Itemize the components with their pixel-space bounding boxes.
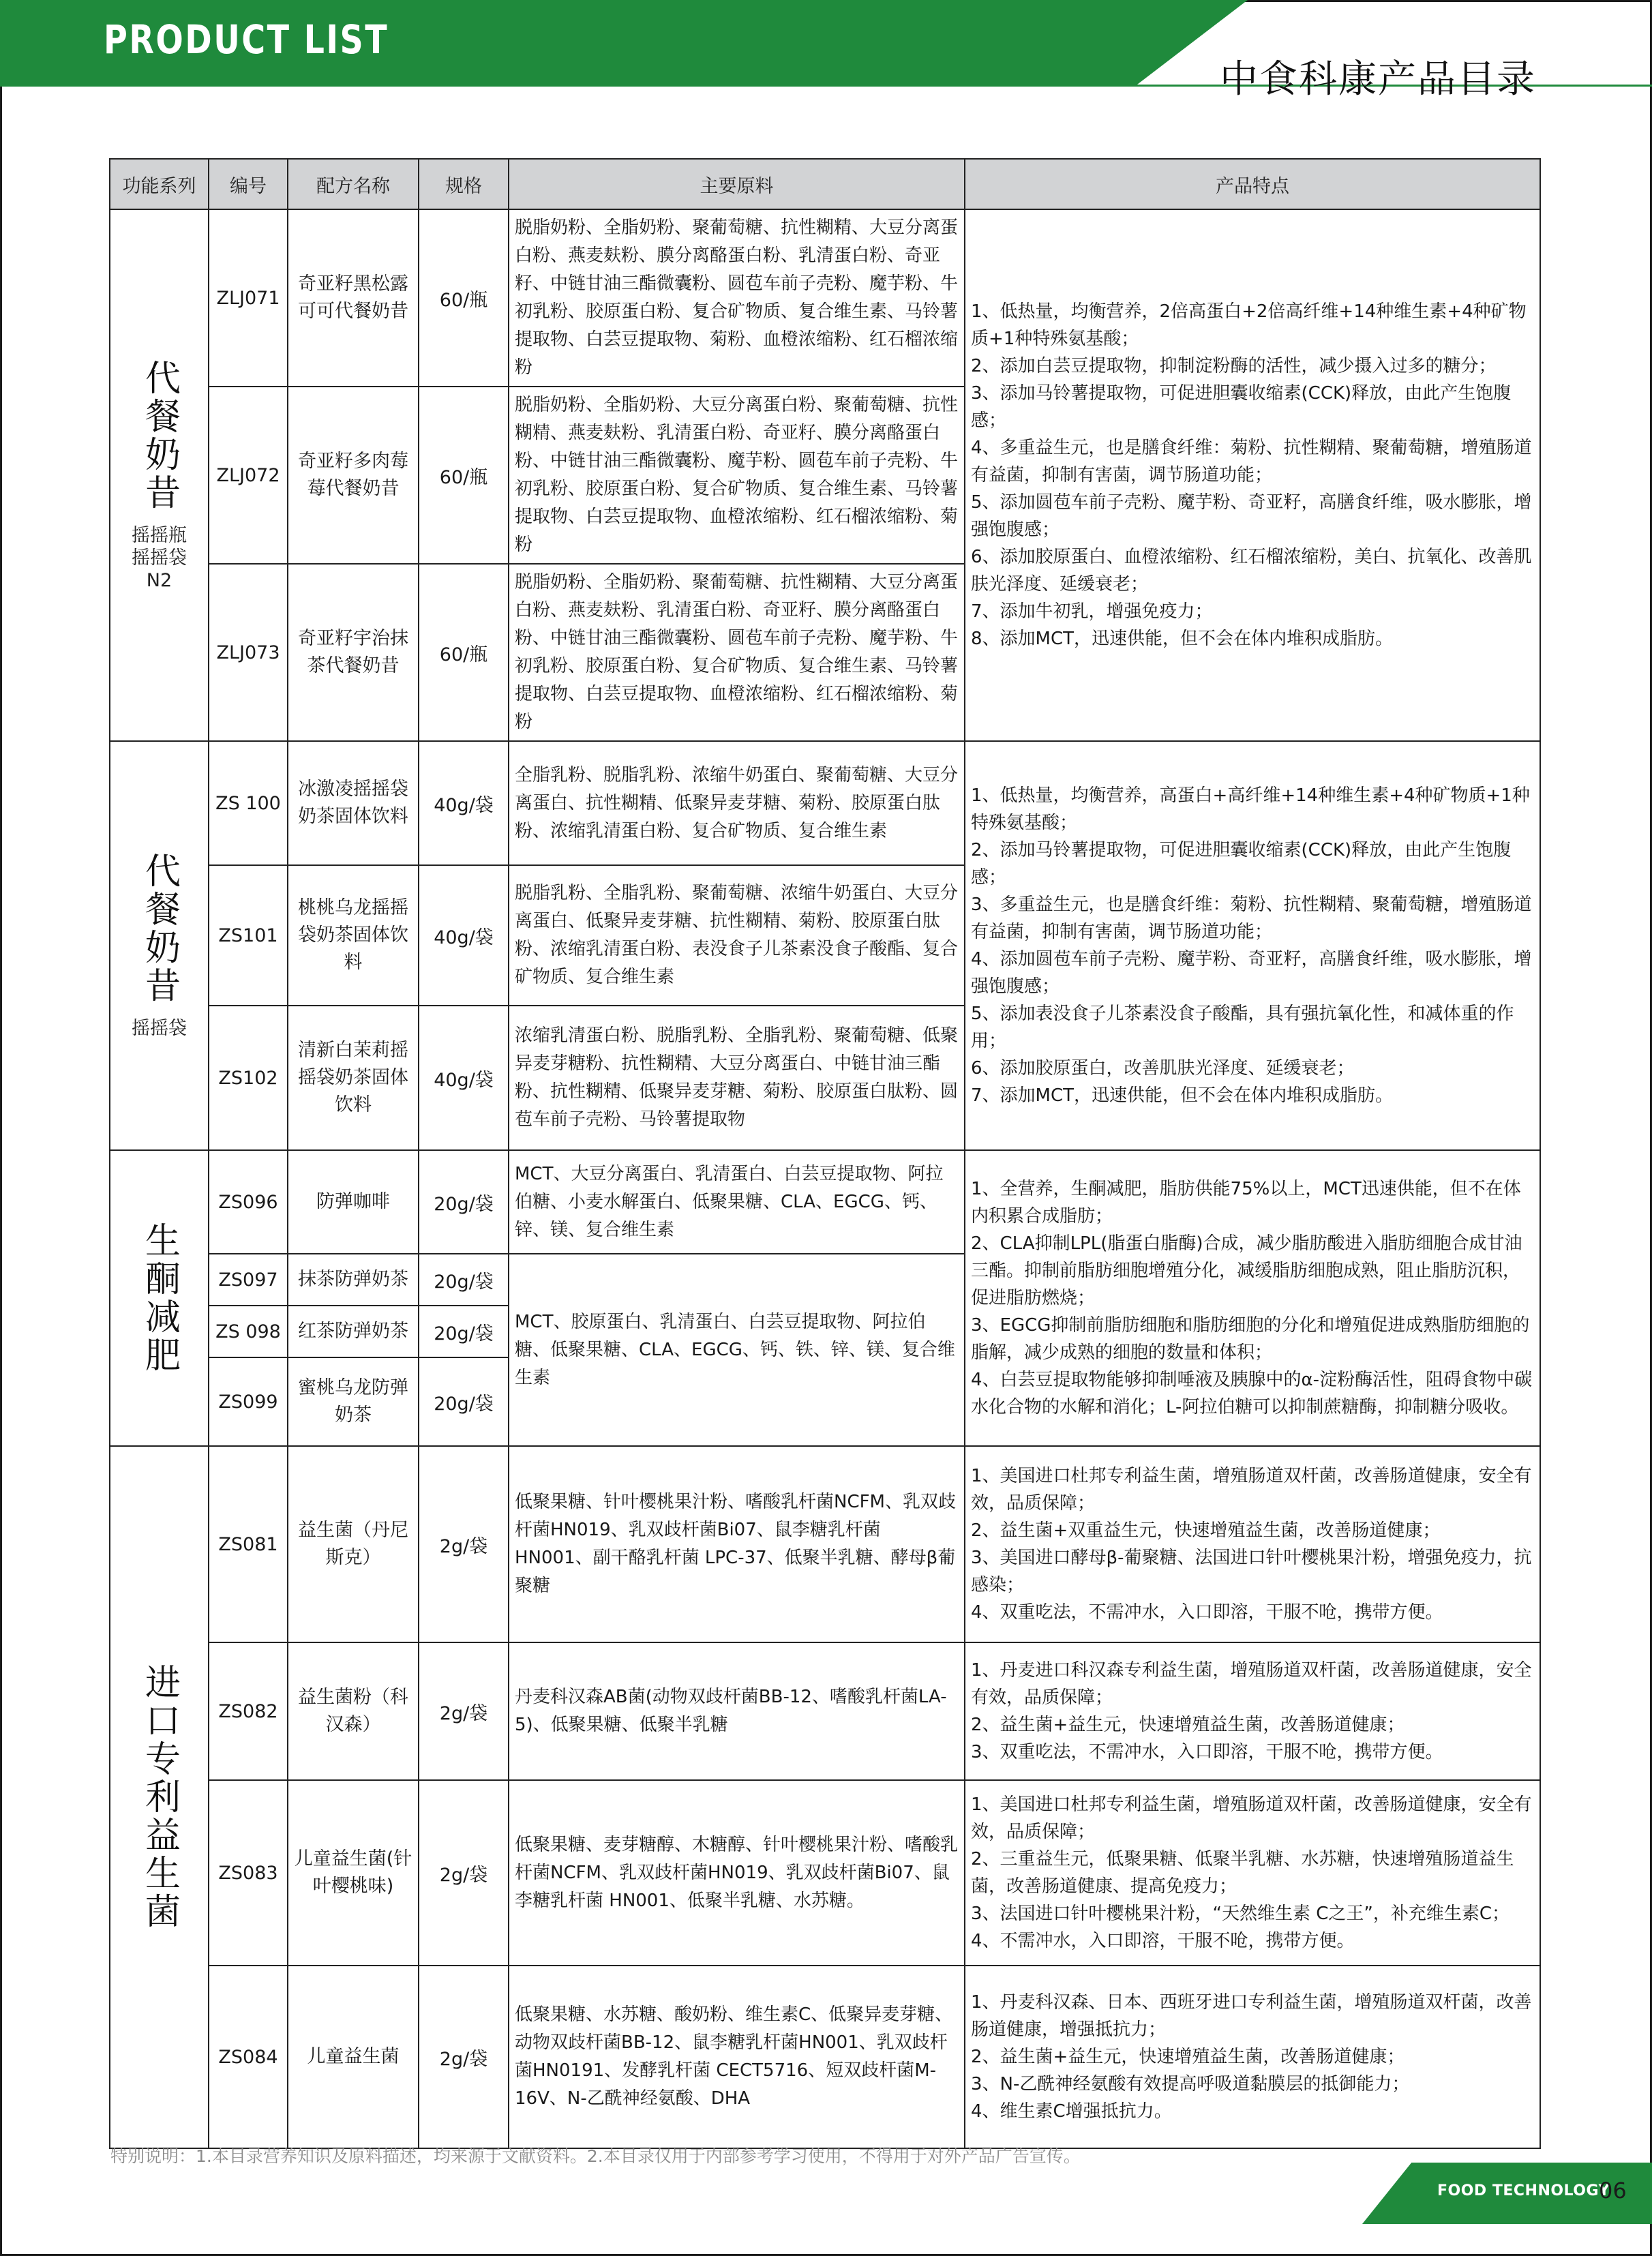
product-name: 益生菌（丹尼斯克）: [288, 1446, 419, 1642]
table-row: [110, 1150, 1540, 1254]
product-spec: 40g/袋: [419, 865, 509, 1006]
product-code: ZS097: [209, 1254, 288, 1306]
product-code: ZLJ071: [209, 209, 288, 387]
product-ingredients: 全脂乳粉、脱脂乳粉、浓缩牛奶蛋白、聚葡萄糖、大豆分离蛋白、抗性糊精、低聚异麦芽糖、菊粉、胶原蛋白肽粉、浓缩乳清蛋白粉、复合矿物质、复合维生素: [509, 741, 965, 865]
feature-line: 2、CLA抑制LPL(脂蛋白脂酶)合成，减少脂肪酸进入脂肪细胞合成甘油三酯。抑制前脂肪细胞增殖分化，减缓脂肪细胞成熟，阻止脂肪沉积，促进脂肪燃烧；: [971, 1233, 1522, 1308]
column-header-features: 产品特点: [965, 159, 1540, 209]
feature-line: 5、添加表没食子儿茶素没食子酸酯，具有强抗氧化性，和减体重的作用；: [971, 1004, 1514, 1051]
product-features: [965, 1966, 1540, 2148]
product-name: 儿童益生菌(针叶樱桃味): [288, 1780, 419, 1966]
footnote: 特别说明：1.本目录营养知识及原料描述，均来源于文献资料。2.本目录仅用于内部参考学习使用，不得用于对外产品广告宣传。: [110, 2146, 1081, 2166]
series-sub: 摇摇袋: [132, 547, 187, 569]
product-name: 儿童益生菌: [288, 1966, 419, 2148]
product-ingredients: 脱脂乳粉、全脂乳粉、聚葡萄糖、浓缩牛奶蛋白、大豆分离蛋白、低聚异麦芽糖、抗性糊精、菊粉、胶原蛋白肽粉、浓缩乳清蛋白粉、表没食子儿茶素没食子酸酯、复合矿物质、复合维生素: [509, 865, 965, 1006]
series-sub: 摇摇袋: [132, 1017, 187, 1039]
feature-line: 7、添加牛初乳，增强免疫力；: [971, 601, 1213, 622]
product-code: ZS081: [209, 1446, 288, 1642]
series-sub: N2: [146, 569, 172, 591]
table-row: [110, 1780, 1540, 1966]
feature-line: 6、添加胶原蛋白，改善肌肤光泽度、延缓衰老；: [971, 1058, 1355, 1079]
feature-line: 4、白芸豆提取物能够抑制唾液及胰腺中的α-淀粉酶活性，阻碍食物中碳水化合物的水解和消化；L-阿拉伯糖可以抑制蔗糖酶，抑制糖分吸收。: [971, 1370, 1533, 1417]
feature-line: 8、添加MCT，迅速供能，但不会在体内堆积成脂肪。: [971, 629, 1394, 649]
page-number: 06: [1599, 2178, 1627, 2204]
product-spec: 2g/袋: [419, 1780, 509, 1966]
product-code: ZS 098: [209, 1306, 288, 1357]
feature-line: 2、添加白芸豆提取物，抑制淀粉酶的活性，减少摄入过多的糖分；: [971, 356, 1497, 376]
product-code: ZS083: [209, 1780, 288, 1966]
product-ingredients: 低聚果糖、针叶樱桃果汁粉、嗜酸乳杆菌NCFM、乳双歧杆菌HN019、乳双歧杆菌Bi07、鼠李糖乳杆菌HN001、副干酪乳杆菌 LPC-37、低聚半乳糖、酵母β葡聚糖: [509, 1446, 965, 1642]
feature-line: 2、三重益生元，低聚果糖、低聚半乳糖、水苏糖，快速增殖肠道益生菌，改善肠道健康、提高免疫力；: [971, 1849, 1514, 1897]
product-spec: 60/瓶: [419, 387, 509, 564]
product-code: ZS084: [209, 1966, 288, 2148]
feature-line: 1、丹麦进口科汉森专利益生菌，增殖肠道双杆菌，改善肠道健康，安全有效，品质保障；: [971, 1660, 1532, 1708]
product-spec: 40g/袋: [419, 741, 509, 865]
product-spec: 20g/袋: [419, 1254, 509, 1306]
feature-line: 3、双重吃法，不需冲水，入口即溶，干服不呛，携带方便。: [971, 1742, 1443, 1762]
product-name: 清新白茉莉摇摇袋奶茶固体饮料: [288, 1006, 419, 1150]
series-sub: 摇摇瓶: [132, 524, 187, 546]
feature-line: 2、益生菌+双重益生元，快速增殖益生菌，改善肠道健康；: [971, 1520, 1441, 1541]
table-row: [110, 1642, 1540, 1780]
product-ingredients: MCT、大豆分离蛋白、乳清蛋白、白芸豆提取物、阿拉伯糖、小麦水解蛋白、低聚果糖、CLA、EGCG、钙、锌、镁、复合维生素: [509, 1150, 965, 1254]
product-name: 益生菌粉（科汉森）: [288, 1642, 419, 1780]
table-row: [110, 1446, 1540, 1642]
feature-line: 1、全营养，生酮减肥，脂肪供能75%以上，MCT迅速供能，但不在体内积累合成脂肪；: [971, 1179, 1521, 1227]
product-spec: 20g/袋: [419, 1357, 509, 1446]
product-ingredients: 脱脂奶粉、全脂奶粉、大豆分离蛋白粉、聚葡萄糖、抗性糊精、燕麦麸粉、乳清蛋白粉、奇亚籽、膜分离酪蛋白粉、中链甘油三酯微囊粉、魔芋粉、圆苞车前子壳粉、牛初乳粉、胶原蛋白粉、复合矿物质、复合维生素、马铃薯提取物、白芸豆提取物、血橙浓缩粉、红石榴浓缩粉、菊粉: [509, 387, 965, 564]
product-name: 红茶防弹奶茶: [288, 1306, 419, 1357]
feature-line: 1、低热量，均衡营养，2倍高蛋白+2倍高纤维+14种维生素+4种矿物质+1种特殊氨基酸；: [971, 301, 1527, 349]
product-code: ZS101: [209, 865, 288, 1006]
feature-line: 7、添加MCT，迅速供能，但不会在体内堆积成脂肪。: [971, 1085, 1394, 1106]
table-header-row: [110, 159, 1540, 209]
series-cell: [110, 1150, 209, 1446]
product-features: [965, 741, 1540, 1150]
product-code: ZS102: [209, 1006, 288, 1150]
product-code: ZLJ073: [209, 564, 288, 741]
product-spec: 20g/袋: [419, 1150, 509, 1254]
product-ingredients: 脱脂奶粉、全脂奶粉、聚葡萄糖、抗性糊精、大豆分离蛋白粉、燕麦麸粉、膜分离酪蛋白粉、乳清蛋白粉、奇亚籽、中链甘油三酯微囊粉、圆苞车前子壳粉、魔芋粉、牛初乳粉、胶原蛋白粉、复合矿物质、复合维生素、马铃薯提取物、白芸豆提取物、菊粉、血橙浓缩粉、红石榴浓缩粉: [509, 209, 965, 387]
product-code: ZS096: [209, 1150, 288, 1254]
product-spec: 60/瓶: [419, 209, 509, 387]
product-name: 蜜桃乌龙防弹奶茶: [288, 1357, 419, 1446]
feature-line: 3、EGCG抑制前脂肪细胞和脂肪细胞的分化和增殖促进成熟脂肪细胞的脂解，减少成熟的细胞的数量和体积；: [971, 1315, 1530, 1363]
column-header-code: 编号: [209, 159, 288, 209]
feature-line: 4、维生素C增强抵抗力。: [971, 2101, 1172, 2122]
product-spec: 2g/袋: [419, 1966, 509, 2148]
product-name: 桃桃乌龙摇摇袋奶茶固体饮料: [288, 865, 419, 1006]
feature-line: 4、双重吃法，不需冲水，入口即溶，干服不呛，携带方便。: [971, 1602, 1443, 1623]
product-features: [965, 1446, 1540, 1642]
series-name: 代餐奶昔: [138, 359, 180, 512]
product-name: 奇亚籽多肉莓莓代餐奶昔: [288, 387, 419, 564]
column-header-ingredients: 主要原料: [509, 159, 965, 209]
feature-line: 6、添加胶原蛋白、血橙浓缩粉、红石榴浓缩粉，美白、抗氧化、改善肌肤光泽度、延缓衰老；: [971, 547, 1532, 595]
product-code: ZLJ072: [209, 387, 288, 564]
feature-line: 2、益生菌+益生元，快速增殖益生菌，改善肠道健康；: [971, 1715, 1405, 1735]
feature-line: 2、益生菌+益生元，快速增殖益生菌，改善肠道健康；: [971, 2047, 1405, 2067]
feature-line: 5、添加圆苞车前子壳粉、魔芋粉、奇亚籽，高膳食纤维，吸水膨胀，增强饱腹感；: [971, 492, 1532, 540]
catalog-title: 中食科康产品目录: [1220, 57, 1536, 102]
product-name: 防弹咖啡: [288, 1150, 419, 1254]
feature-line: 1、低热量，均衡营养，高蛋白+高纤维+14种维生素+4种矿物质+1种特殊氨基酸；: [971, 785, 1530, 833]
table-row: [110, 741, 1540, 865]
product-name: 冰激凌摇摇袋奶茶固体饮料: [288, 741, 419, 865]
footer-label: FOOD TECHNOLOGY: [1437, 2182, 1610, 2199]
series-cell: [110, 741, 209, 1150]
product-ingredients: MCT、胶原蛋白、乳清蛋白、白芸豆提取物、阿拉伯糖、低聚果糖、CLA、EGCG、钙、铁、锌、镁、复合维生素: [509, 1254, 965, 1446]
product-code: ZS 100: [209, 741, 288, 865]
product-spec: 40g/袋: [419, 1006, 509, 1150]
feature-line: 4、多重益生元，也是膳食纤维：菊粉、抗性糊精、聚葡萄糖，增殖肠道有益菌，抑制有害菌，调节肠道功能；: [971, 438, 1532, 485]
product-spec: 2g/袋: [419, 1446, 509, 1642]
feature-line: 3、美国进口酵母β-葡聚糖、法国进口针叶樱桃果汁粉，增强免疫力，抗感染；: [971, 1548, 1532, 1595]
feature-line: 1、美国进口杜邦专利益生菌，增殖肠道双杆菌，改善肠道健康，安全有效，品质保障；: [971, 1466, 1532, 1514]
product-list-title: PRODUCT LIST: [104, 16, 389, 63]
feature-line: 1、美国进口杜邦专利益生菌，增殖肠道双杆菌，改善肠道健康，安全有效，品质保障；: [971, 1794, 1532, 1842]
product-ingredients: 低聚果糖、麦芽糖醇、木糖醇、针叶樱桃果汁粉、嗜酸乳杆菌NCFM、乳双歧杆菌HN019、乳双歧杆菌Bi07、鼠李糖乳杆菌 HN001、低聚半乳糖、水苏糖。: [509, 1780, 965, 1966]
feature-line: 4、添加圆苞车前子壳粉、魔芋粉、奇亚籽，高膳食纤维，吸水膨胀，增强饱腹感；: [971, 949, 1532, 997]
series-cell: [110, 1446, 209, 2148]
column-header-name: 配方名称: [288, 159, 419, 209]
feature-line: 4、不需冲水，入口即溶，干服不呛，携带方便。: [971, 1931, 1355, 1951]
series-cell: [110, 209, 209, 741]
series-name: 生酮减肥: [138, 1222, 180, 1374]
product-features: [965, 1780, 1540, 1966]
feature-line: 1、丹麦科汉森、日本、西班牙进口专利益生菌，增殖肠道双杆菌，改善肠道健康，增强抵抗力；: [971, 1992, 1532, 2040]
series-name: 代餐奶昔: [138, 852, 180, 1005]
product-features: [965, 209, 1540, 741]
product-name: 抹茶防弹奶茶: [288, 1254, 419, 1306]
product-code: ZS082: [209, 1642, 288, 1780]
table-row: [110, 209, 1540, 387]
feature-line: 3、N-乙酰神经氨酸有效提高呼吸道黏膜层的抵御能力；: [971, 2074, 1410, 2094]
product-features: [965, 1642, 1540, 1780]
product-ingredients: 浓缩乳清蛋白粉、脱脂乳粉、全脂乳粉、聚葡萄糖、低聚异麦芽糖粉、抗性糊精、大豆分离蛋白、中链甘油三酯粉、抗性糊精、低聚异麦芽糖、菊粉、胶原蛋白肽粉、圆苞车前子壳粉、马铃薯提取物: [509, 1006, 965, 1150]
column-header-series: 功能系列: [110, 159, 209, 209]
feature-line: 3、法国进口针叶樱桃果汁粉，“天然维生素 C之王”，补充维生素C；: [971, 1904, 1510, 1924]
product-name: 奇亚籽黑松露可可代餐奶昔: [288, 209, 419, 387]
feature-line: 2、添加马铃薯提取物，可促进胆囊收缩素(CCK)释放，由此产生饱腹感；: [971, 840, 1512, 888]
series-name: 进口专利益生菌: [138, 1664, 180, 1931]
product-code: ZS099: [209, 1357, 288, 1446]
product-ingredients: 脱脂奶粉、全脂奶粉、聚葡萄糖、抗性糊精、大豆分离蛋白粉、燕麦麸粉、乳清蛋白粉、奇亚籽、膜分离酪蛋白粉、中链甘油三酯微囊粉、圆苞车前子壳粉、魔芋粉、牛初乳粉、胶原蛋白粉、复合矿物质、复合维生素、马铃薯提取物、白芸豆提取物、血橙浓缩粉、红石榴浓缩粉、菊粉: [509, 564, 965, 741]
product-name: 奇亚籽宇治抹茶代餐奶昔: [288, 564, 419, 741]
product-table: [109, 158, 1541, 2149]
product-spec: 20g/袋: [419, 1306, 509, 1357]
feature-line: 3、添加马铃薯提取物，可促进胆囊收缩素(CCK)释放，由此产生饱腹感；: [971, 383, 1512, 431]
product-ingredients: 低聚果糖、水苏糖、酸奶粉、维生素C、低聚异麦芽糖、动物双歧杆菌BB-12、鼠李糖乳杆菌HN001、乳双歧杆菌HN0191、发酵乳杆菌 CECT5716、短双歧杆菌M-16V、N-乙酰神经氨酸、DHA: [509, 1966, 965, 2148]
column-header-spec: 规格: [419, 159, 509, 209]
product-ingredients: 丹麦科汉森AB菌(动物双歧杆菌BB-12、嗜酸乳杆菌LA-5)、低聚果糖、低聚半乳糖: [509, 1642, 965, 1780]
table-row: [110, 1966, 1540, 2148]
product-spec: 2g/袋: [419, 1642, 509, 1780]
product-spec: 60/瓶: [419, 564, 509, 741]
feature-line: 3、多重益生元，也是膳食纤维：菊粉、抗性糊精、聚葡萄糖，增殖肠道有益菌，抑制有害菌，调节肠道功能；: [971, 894, 1532, 942]
product-features: [965, 1150, 1540, 1446]
